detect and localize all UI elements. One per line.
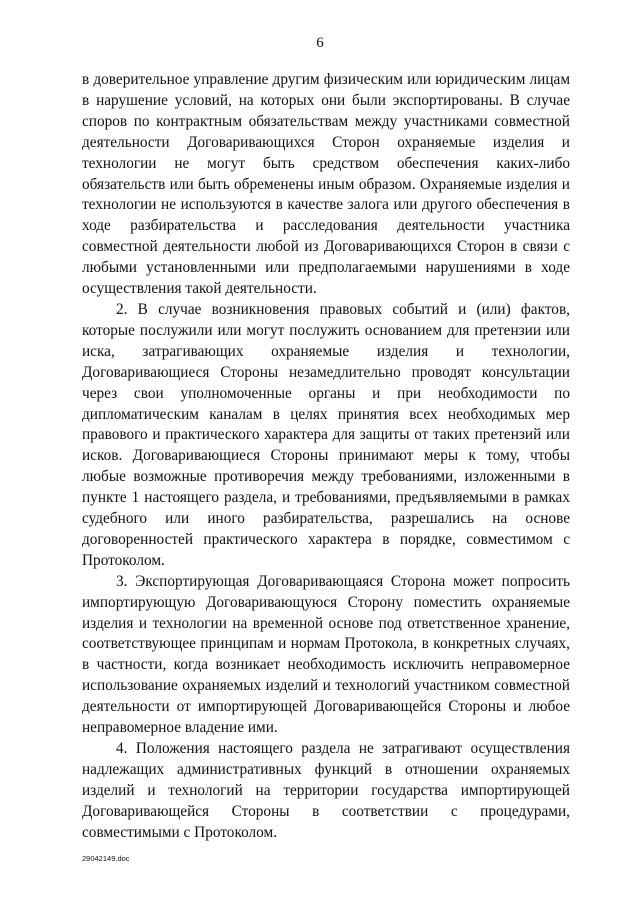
paragraph-item-3: 3. Экспортирующая Договаривающаяся Сторона может попросить импортирующую Договаривающуюся Сторону поместить охраняемые изделия и технологии на временной основе под ответственное хранение, соответствующее принципам и нормам Протокола, в конкретных случаях, в частности, когда возникает необходимость исключить неправомерное использование охраняемых изделий и технологий участником совместной деятельности от импортирующей Договаривающейся Стороны и любое неправомерное владение ими.	[82, 572, 570, 737]
document-body	[82, 70, 570, 844]
paragraph-continuation: в доверительное управление другим физическим или юридическим лицам в нарушение условий, на которых они были экспортированы. В случае споров по контрактным обязательствам между участниками совместной деятельности Договаривающихся Сторон охраняемые изделия и технологии не могут быть средством обеспечения каких-либо обязательств или быть обременены иным образом. Охраняемые изделия и технологии не используются в качестве залога или другого обеспечения в ходе разбирательства и расследования деятельности участника совместной деятельности любой из Договаривающихся Сторон в связи с любыми установленными или предполагаемыми нарушениями в ходе осуществления такой деятельности.	[82, 71, 570, 298]
page-number: 6	[316, 35, 324, 51]
footer-file-code: 29042149.doc	[82, 854, 130, 863]
paragraph-item-4: 4. Положения настоящего раздела не затрагивают осуществления надлежащих административных функций в отношении охраняемых изделий и технологий на территории государства импортирующей Договаривающейся Стороны в соответствии с процедурами, совместимыми с Протоколом.	[82, 740, 570, 841]
paragraph-item-2: 2. В случае возникновения правовых событий и (или) фактов, которые послужили или могут послужить основанием для претензии или иска, затрагивающих охраняемые изделия и технологии, Договаривающиеся Стороны незамедлительно проводят консультации через свои уполномоченные органы и при необходимости по дипломатическим каналам в целях принятия всех необходимых мер правового и практического характера для защиты от таких претензий или исков. Договаривающиеся Стороны принимают меры к тому, чтобы любые возможные противоречия между требованиями, изложенными в пункте 1 настоящего раздела, и требованиями, предъявляемыми в рамках судебного или иного разбирательства, разрешались на основе договоренностей практического характера в порядке, совместимом с Протоколом.	[82, 300, 570, 569]
